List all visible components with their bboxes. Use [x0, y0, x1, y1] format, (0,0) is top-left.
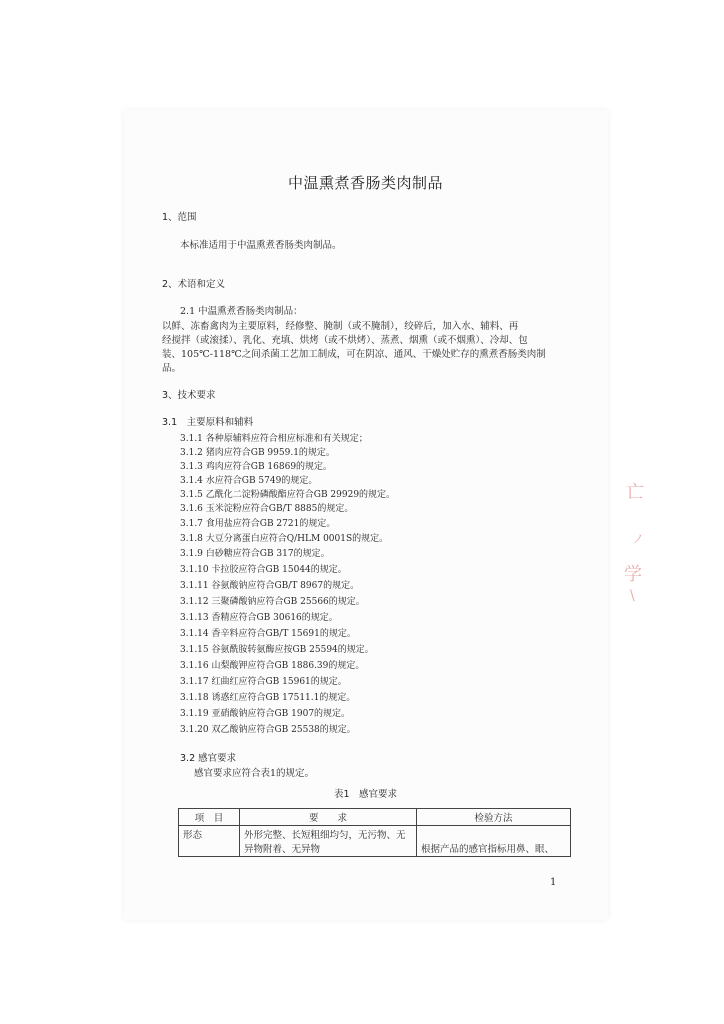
- list-item: 3.1.18 诱惑红应符合GB 17511.1的规定。: [180, 693, 356, 703]
- list-item: 3.1.11 谷氨酸钠应符合GB/T 8967的规定。: [180, 581, 360, 591]
- subsection-3-2-body: 感官要求应符合表1的规定。: [194, 768, 315, 779]
- section-3-heading: 3、技术要求: [162, 390, 216, 401]
- section-2-heading: 2、术语和定义: [162, 279, 226, 290]
- list-item: 3.1.14 香辛料应符合GB/T 15691的规定。: [180, 629, 356, 639]
- table-row: [179, 826, 571, 857]
- table-header-cell: 要 求: [240, 809, 417, 826]
- list-item: 3.1.10 卡拉胶应符合GB 15044的规定。: [180, 565, 347, 575]
- list-item: 3.1.7 食用盐应符合GB 2721的规定。: [180, 519, 336, 529]
- list-item: 3.1.8 大豆分离蛋白应符合Q/HLM 0001S的规定。: [180, 534, 389, 544]
- list-item: 3.1.20 双乙酸钠应符合GB 25538的规定。: [180, 725, 356, 735]
- page-number: 1: [550, 877, 557, 888]
- section-1-heading: 1、范围: [162, 212, 197, 223]
- list-item: 3.1.9 白砂糖应符合GB 317的规定。: [180, 549, 330, 559]
- table-header-row: [179, 809, 571, 826]
- sensory-requirements-table: [178, 808, 571, 857]
- definition-line: 以鲜、冻畜禽肉为主要原料，经修整、腌制（或不腌制），绞碎后，加入水、辅料、再: [162, 321, 519, 332]
- table-cell-line: 异物附着、无异物: [244, 844, 321, 855]
- table-cell-line: 外形完整、长短粗细均匀，无污物、无: [244, 830, 406, 841]
- document-title: 中温熏煮香肠类肉制品: [288, 174, 444, 192]
- list-item: 3.1.16 山梨酸钾应符合GB 1886.39的规定。: [180, 661, 365, 671]
- definition-line: 经搅拌（或滚揉）、乳化、充填、烘烤（或不烘烤）、蒸煮、烟熏（或不烟熏）、冷却、包: [162, 335, 528, 346]
- list-item: 3.1.3 鸡肉应符合GB 16869的规定。: [180, 462, 333, 472]
- table-header-cell: 项 目: [179, 809, 240, 826]
- table-cell: 根据产品的感官指标用鼻、眼、: [417, 826, 571, 857]
- list-item: 3.1.12 三聚磷酸钠应符合GB 25566的规定。: [180, 597, 365, 607]
- list-item: 3.1.6 玉米淀粉应符合GB/T 8885的规定。: [180, 504, 354, 514]
- table-caption: 表1 感官要求: [334, 789, 398, 800]
- table-cell: [240, 826, 417, 857]
- definition-line: 装、105℃-118℃之间杀菌工艺加工制成，可在阴凉、通风、干燥处贮存的熏煮香肠类肉制: [162, 349, 546, 360]
- list-item: 3.1.2 猪肉应符合GB 9959.1的规定。: [180, 448, 335, 458]
- table-header-cell: 检验方法: [417, 809, 571, 826]
- list-item: 3.1.5 乙酰化二淀粉磷酸酯应符合GB 29929的规定。: [180, 490, 396, 500]
- section-2-subheading: 2.1 中温熏煮香肠类肉制品：: [180, 306, 303, 317]
- list-item: 3.1.17 红曲红应符合GB 15961的规定。: [180, 677, 347, 687]
- list-item: 3.1.1 各种原辅料应符合相应标准和有关规定；: [180, 434, 368, 444]
- list-item: 3.1.13 香精应符合GB 30616的规定。: [180, 613, 338, 623]
- list-item: 3.1.4 水应符合GB 5749的规定。: [180, 476, 318, 486]
- definition-line: 品。: [162, 363, 182, 374]
- list-item: 3.1.19 亚硝酸钠应符合GB 1907的规定。: [180, 709, 351, 719]
- table-cell: 形态: [179, 826, 240, 857]
- subsection-3-1-heading: 3.1 主要原料和辅料: [162, 417, 254, 428]
- list-item: 3.1.15 谷氨酰胺转氨酶应按GB 25594的规定。: [180, 645, 374, 655]
- subsection-3-2-heading: 3.2 感官要求: [180, 753, 237, 764]
- section-1-body: 本标准适用于中温熏煮香肠类肉制品。: [180, 240, 342, 251]
